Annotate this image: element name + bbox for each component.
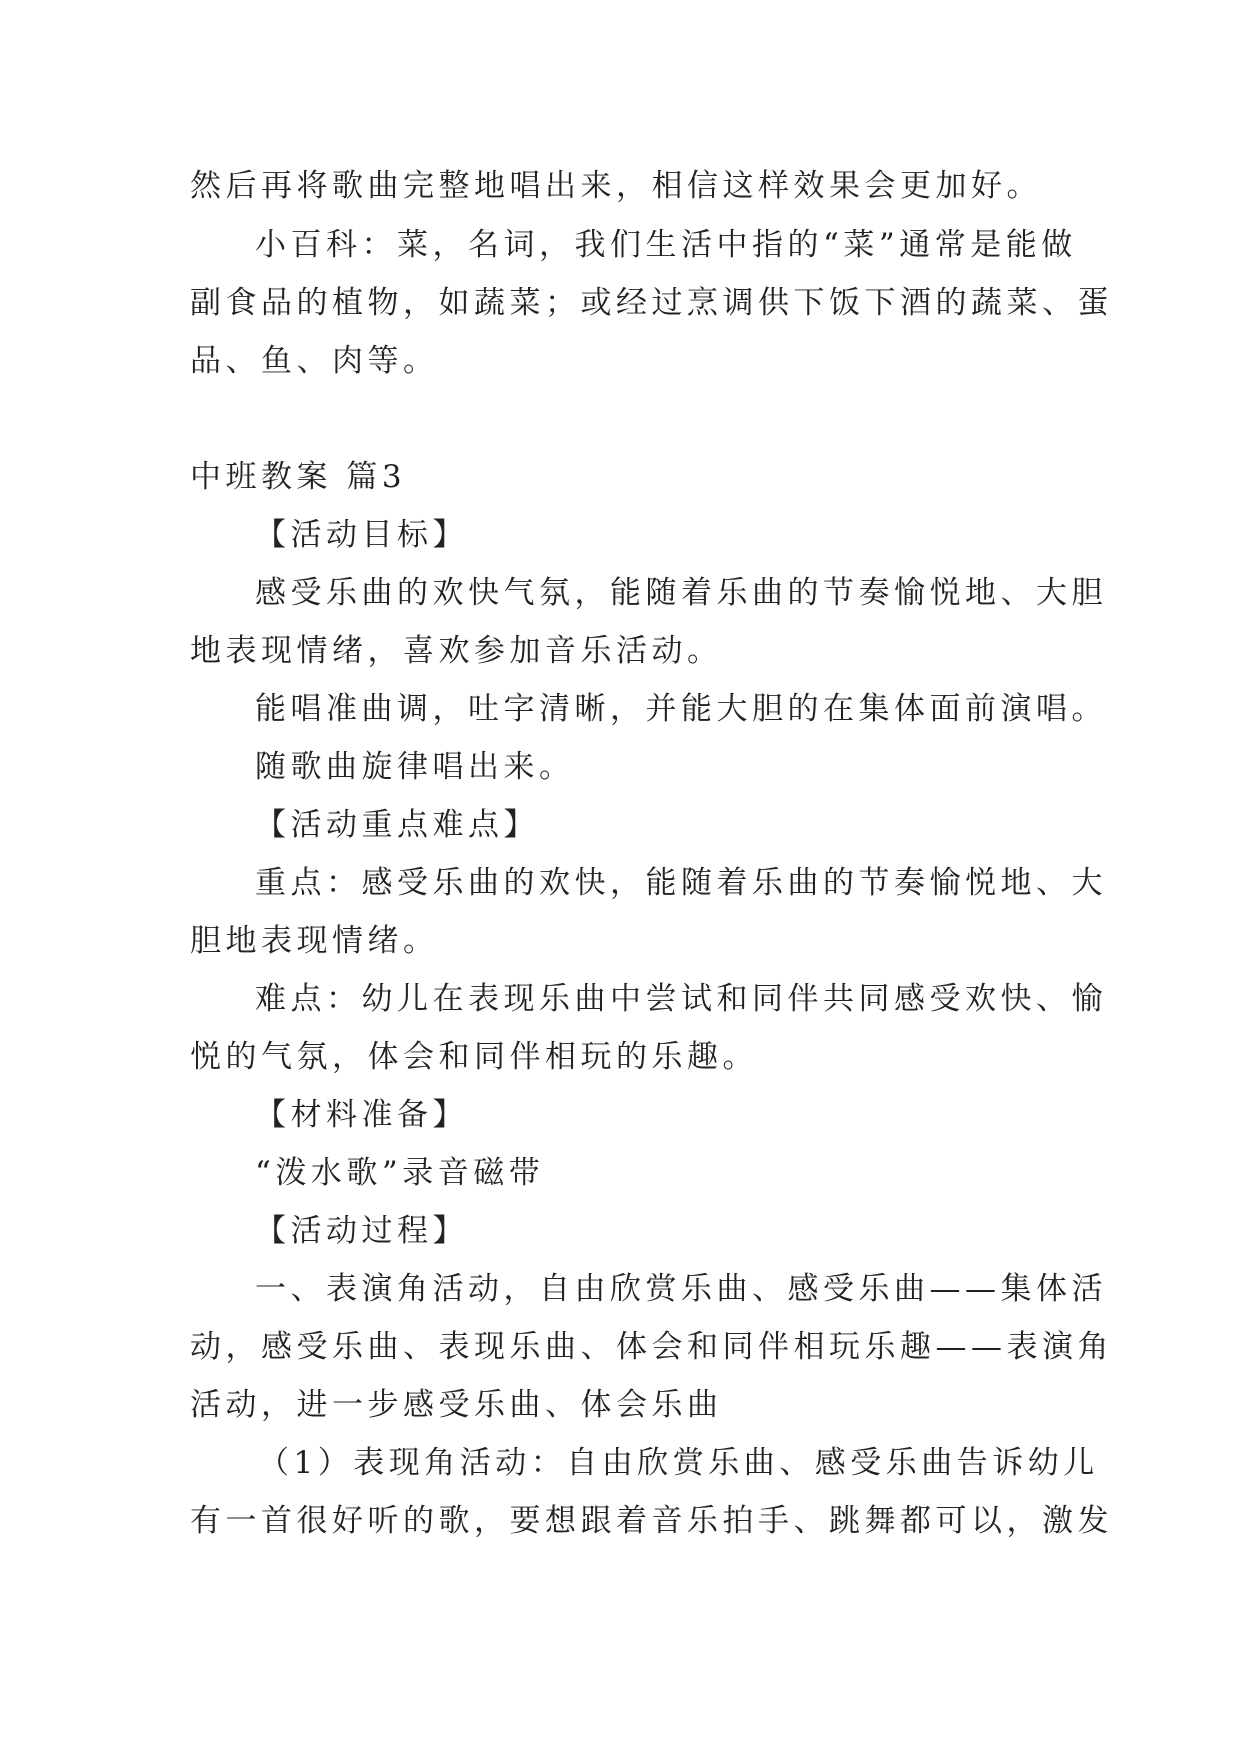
heading-materials: 【材料准备】 — [255, 1097, 468, 1133]
body-line: “泼水歌”录音磁带 — [255, 1155, 545, 1191]
body-line: 地表现情绪，喜欢参加音乐活动。 — [190, 633, 723, 669]
encyclopedia-note-line: 品、鱼、肉等。 — [190, 343, 439, 379]
body-line: 悦的气氛，体会和同伴相玩的乐趣。 — [190, 1039, 758, 1075]
body-line: 胆地表现情绪。 — [190, 923, 439, 959]
body-line: 一、表演角活动，自由欣赏乐曲、感受乐曲——集体活 — [255, 1271, 1107, 1307]
encyclopedia-note-line: 副食品的植物，如蔬菜；或经过烹调供下饭下酒的蔬菜、蛋 — [190, 285, 1113, 321]
body-line: 有一首很好听的歌，要想跟着音乐拍手、跳舞都可以，激发 — [190, 1503, 1113, 1539]
heading-key-points: 【活动重点难点】 — [255, 807, 539, 843]
body-line: 活动，进一步感受乐曲、体会乐曲 — [190, 1387, 723, 1423]
body-line: 感受乐曲的欢快气氛，能随着乐曲的节奏愉悦地、大胆 — [255, 575, 1107, 611]
body-line: 随歌曲旋律唱出来。 — [255, 749, 575, 785]
section-title: 中班教案 篇3 — [190, 459, 407, 495]
body-line: 动，感受乐曲、表现乐曲、体会和同伴相玩乐趣——表演角 — [190, 1329, 1113, 1365]
paragraph-continuation-line: 然后再将歌曲完整地唱出来，相信这样效果会更加好。 — [190, 168, 1042, 204]
encyclopedia-note-line: 小百科：菜，名词，我们生活中指的“菜”通常是能做 — [255, 227, 1077, 263]
body-line: 难点：幼儿在表现乐曲中尝试和同伴共同感受欢快、愉 — [255, 981, 1107, 1017]
body-line: 重点：感受乐曲的欢快，能随着乐曲的节奏愉悦地、大 — [255, 865, 1107, 901]
heading-activity-goals: 【活动目标】 — [255, 517, 468, 553]
body-line: （1）表现角活动：自由欣赏乐曲、感受乐曲告诉幼儿 — [258, 1445, 1099, 1481]
heading-activity-process: 【活动过程】 — [255, 1213, 468, 1249]
body-line: 能唱准曲调，吐字清晰，并能大胆的在集体面前演唱。 — [255, 691, 1107, 727]
